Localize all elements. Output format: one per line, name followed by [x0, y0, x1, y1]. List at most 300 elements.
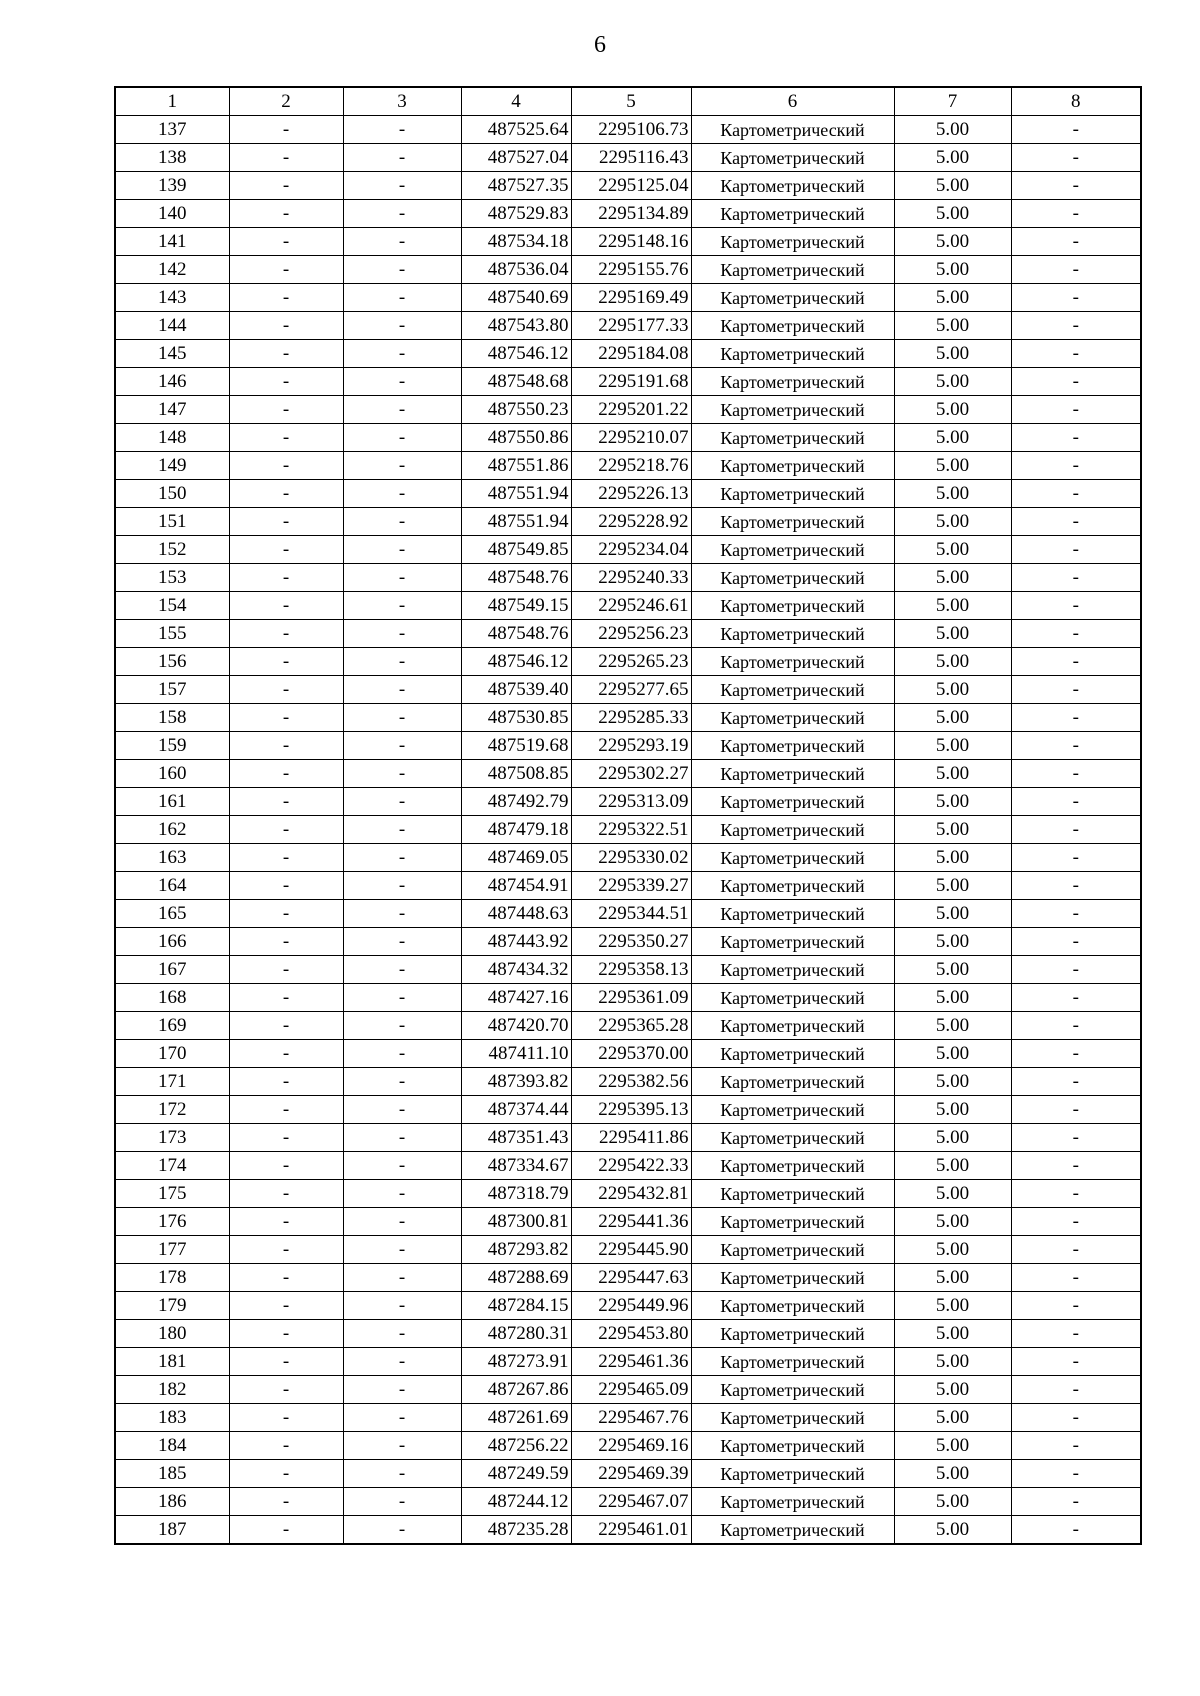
- x-coordinate-cell: 487527.04: [461, 144, 571, 172]
- col2-cell: -: [229, 564, 343, 592]
- point-number-cell: 166: [115, 928, 229, 956]
- x-coordinate-cell: 487546.12: [461, 648, 571, 676]
- y-coordinate-cell: 2295293.19: [571, 732, 691, 760]
- table-row: [115, 1264, 1141, 1292]
- method-cell: Картометрический: [691, 1460, 894, 1488]
- accuracy-cell: 5.00: [894, 1208, 1011, 1236]
- col3-cell: -: [343, 256, 461, 284]
- col2-cell: -: [229, 1264, 343, 1292]
- col2-cell: -: [229, 1012, 343, 1040]
- col3-cell: -: [343, 116, 461, 144]
- x-coordinate-cell: 487244.12: [461, 1488, 571, 1516]
- col3-cell: -: [343, 844, 461, 872]
- x-coordinate-cell: 487551.86: [461, 452, 571, 480]
- col8-cell: -: [1011, 116, 1141, 144]
- method-cell: Картометрический: [691, 1516, 894, 1545]
- table-row: [115, 116, 1141, 144]
- col3-cell: -: [343, 228, 461, 256]
- x-coordinate-cell: 487530.85: [461, 704, 571, 732]
- accuracy-cell: 5.00: [894, 760, 1011, 788]
- col2-cell: -: [229, 900, 343, 928]
- table-row: [115, 1180, 1141, 1208]
- method-cell: Картометрический: [691, 312, 894, 340]
- col2-cell: -: [229, 760, 343, 788]
- accuracy-cell: 5.00: [894, 1264, 1011, 1292]
- table-row: [115, 1208, 1141, 1236]
- accuracy-cell: 5.00: [894, 676, 1011, 704]
- col2-cell: -: [229, 1236, 343, 1264]
- point-number-cell: 163: [115, 844, 229, 872]
- point-number-cell: 154: [115, 592, 229, 620]
- x-coordinate-cell: 487280.31: [461, 1320, 571, 1348]
- point-number-cell: 165: [115, 900, 229, 928]
- accuracy-cell: 5.00: [894, 480, 1011, 508]
- col3-cell: -: [343, 312, 461, 340]
- x-coordinate-cell: 487540.69: [461, 284, 571, 312]
- col8-cell: -: [1011, 256, 1141, 284]
- col3-cell: -: [343, 172, 461, 200]
- col3-cell: -: [343, 1180, 461, 1208]
- col2-cell: -: [229, 1376, 343, 1404]
- col8-cell: -: [1011, 284, 1141, 312]
- x-coordinate-cell: 487393.82: [461, 1068, 571, 1096]
- method-cell: Картометрический: [691, 396, 894, 424]
- col2-cell: -: [229, 284, 343, 312]
- x-coordinate-cell: 487420.70: [461, 1012, 571, 1040]
- accuracy-cell: 5.00: [894, 1180, 1011, 1208]
- x-coordinate-cell: 487551.94: [461, 508, 571, 536]
- col8-cell: -: [1011, 1180, 1141, 1208]
- col2-cell: -: [229, 816, 343, 844]
- col2-cell: -: [229, 1180, 343, 1208]
- method-cell: Картометрический: [691, 1320, 894, 1348]
- x-coordinate-cell: 487351.43: [461, 1124, 571, 1152]
- col2-cell: -: [229, 1432, 343, 1460]
- y-coordinate-cell: 2295469.16: [571, 1432, 691, 1460]
- table-row: [115, 228, 1141, 256]
- col8-cell: -: [1011, 956, 1141, 984]
- y-coordinate-cell: 2295125.04: [571, 172, 691, 200]
- table-row: [115, 732, 1141, 760]
- accuracy-cell: 5.00: [894, 1040, 1011, 1068]
- x-coordinate-cell: 487411.10: [461, 1040, 571, 1068]
- x-coordinate-cell: 487536.04: [461, 256, 571, 284]
- y-coordinate-cell: 2295246.61: [571, 592, 691, 620]
- col2-cell: -: [229, 928, 343, 956]
- accuracy-cell: 5.00: [894, 704, 1011, 732]
- y-coordinate-cell: 2295432.81: [571, 1180, 691, 1208]
- table-row: [115, 900, 1141, 928]
- x-coordinate-cell: 487550.86: [461, 424, 571, 452]
- method-cell: Картометрический: [691, 704, 894, 732]
- col3-cell: -: [343, 676, 461, 704]
- table-row: [115, 144, 1141, 172]
- col2-cell: -: [229, 732, 343, 760]
- accuracy-cell: 5.00: [894, 368, 1011, 396]
- x-coordinate-cell: 487479.18: [461, 816, 571, 844]
- table-row: [115, 424, 1141, 452]
- method-cell: Картометрический: [691, 1068, 894, 1096]
- method-cell: Картометрический: [691, 1012, 894, 1040]
- page-number: 6: [594, 32, 606, 58]
- accuracy-cell: 5.00: [894, 1488, 1011, 1516]
- col8-cell: -: [1011, 1264, 1141, 1292]
- x-coordinate-cell: 487525.64: [461, 116, 571, 144]
- accuracy-cell: 5.00: [894, 928, 1011, 956]
- accuracy-cell: 5.00: [894, 844, 1011, 872]
- col8-cell: -: [1011, 592, 1141, 620]
- col2-cell: -: [229, 704, 343, 732]
- y-coordinate-cell: 2295116.43: [571, 144, 691, 172]
- y-coordinate-cell: 2295469.39: [571, 1460, 691, 1488]
- col8-cell: -: [1011, 1236, 1141, 1264]
- col2-cell: -: [229, 536, 343, 564]
- x-coordinate-cell: 487249.59: [461, 1460, 571, 1488]
- point-number-cell: 167: [115, 956, 229, 984]
- x-coordinate-cell: 487549.85: [461, 536, 571, 564]
- column-header: 5: [571, 87, 691, 116]
- accuracy-cell: 5.00: [894, 228, 1011, 256]
- point-number-cell: 153: [115, 564, 229, 592]
- column-header: 4: [461, 87, 571, 116]
- y-coordinate-cell: 2295395.13: [571, 1096, 691, 1124]
- y-coordinate-cell: 2295218.76: [571, 452, 691, 480]
- method-cell: Картометрический: [691, 620, 894, 648]
- accuracy-cell: 5.00: [894, 452, 1011, 480]
- method-cell: Картометрический: [691, 984, 894, 1012]
- x-coordinate-cell: 487284.15: [461, 1292, 571, 1320]
- col8-cell: -: [1011, 1460, 1141, 1488]
- accuracy-cell: 5.00: [894, 816, 1011, 844]
- x-coordinate-cell: 487549.15: [461, 592, 571, 620]
- point-number-cell: 172: [115, 1096, 229, 1124]
- col3-cell: -: [343, 144, 461, 172]
- col8-cell: -: [1011, 396, 1141, 424]
- table-row: [115, 256, 1141, 284]
- table-row: [115, 816, 1141, 844]
- col2-cell: -: [229, 340, 343, 368]
- table-row: [115, 704, 1141, 732]
- y-coordinate-cell: 2295441.36: [571, 1208, 691, 1236]
- x-coordinate-cell: 487256.22: [461, 1432, 571, 1460]
- col8-cell: -: [1011, 508, 1141, 536]
- col3-cell: -: [343, 592, 461, 620]
- y-coordinate-cell: 2295240.33: [571, 564, 691, 592]
- y-coordinate-cell: 2295265.23: [571, 648, 691, 676]
- col2-cell: -: [229, 1516, 343, 1545]
- point-number-cell: 161: [115, 788, 229, 816]
- col2-cell: -: [229, 480, 343, 508]
- x-coordinate-cell: 487267.86: [461, 1376, 571, 1404]
- table-row: [115, 928, 1141, 956]
- method-cell: Картометрический: [691, 1040, 894, 1068]
- col2-cell: -: [229, 676, 343, 704]
- y-coordinate-cell: 2295422.33: [571, 1152, 691, 1180]
- col8-cell: -: [1011, 1152, 1141, 1180]
- table-row: [115, 760, 1141, 788]
- col2-cell: -: [229, 620, 343, 648]
- col2-cell: -: [229, 1460, 343, 1488]
- point-number-cell: 168: [115, 984, 229, 1012]
- method-cell: Картометрический: [691, 760, 894, 788]
- col3-cell: -: [343, 1404, 461, 1432]
- col3-cell: -: [343, 620, 461, 648]
- method-cell: Картометрический: [691, 592, 894, 620]
- col3-cell: -: [343, 284, 461, 312]
- method-cell: Картометрический: [691, 816, 894, 844]
- point-number-cell: 180: [115, 1320, 229, 1348]
- column-header: 3: [343, 87, 461, 116]
- col3-cell: -: [343, 452, 461, 480]
- y-coordinate-cell: 2295344.51: [571, 900, 691, 928]
- col8-cell: -: [1011, 452, 1141, 480]
- column-header: 7: [894, 87, 1011, 116]
- col3-cell: -: [343, 200, 461, 228]
- x-coordinate-cell: 487548.68: [461, 368, 571, 396]
- point-number-cell: 141: [115, 228, 229, 256]
- col8-cell: -: [1011, 676, 1141, 704]
- y-coordinate-cell: 2295370.00: [571, 1040, 691, 1068]
- method-cell: Картометрический: [691, 788, 894, 816]
- y-coordinate-cell: 2295361.09: [571, 984, 691, 1012]
- table-row: [115, 592, 1141, 620]
- table-row: [115, 788, 1141, 816]
- method-cell: Картометрический: [691, 172, 894, 200]
- x-coordinate-cell: 487492.79: [461, 788, 571, 816]
- accuracy-cell: 5.00: [894, 788, 1011, 816]
- accuracy-cell: 5.00: [894, 396, 1011, 424]
- method-cell: Картометрический: [691, 424, 894, 452]
- method-cell: Картометрический: [691, 1376, 894, 1404]
- col8-cell: -: [1011, 788, 1141, 816]
- table-row: [115, 508, 1141, 536]
- y-coordinate-cell: 2295256.23: [571, 620, 691, 648]
- col2-cell: -: [229, 1096, 343, 1124]
- table-row: [115, 676, 1141, 704]
- col2-cell: -: [229, 1124, 343, 1152]
- col3-cell: -: [343, 984, 461, 1012]
- col3-cell: -: [343, 1040, 461, 1068]
- method-cell: Картометрический: [691, 508, 894, 536]
- col2-cell: -: [229, 1208, 343, 1236]
- accuracy-cell: 5.00: [894, 984, 1011, 1012]
- point-number-cell: 175: [115, 1180, 229, 1208]
- accuracy-cell: 5.00: [894, 1432, 1011, 1460]
- y-coordinate-cell: 2295302.27: [571, 760, 691, 788]
- col3-cell: -: [343, 816, 461, 844]
- y-coordinate-cell: 2295313.09: [571, 788, 691, 816]
- x-coordinate-cell: 487550.23: [461, 396, 571, 424]
- method-cell: Картометрический: [691, 564, 894, 592]
- col3-cell: -: [343, 1264, 461, 1292]
- point-number-cell: 185: [115, 1460, 229, 1488]
- table-row: [115, 984, 1141, 1012]
- y-coordinate-cell: 2295228.92: [571, 508, 691, 536]
- col2-cell: -: [229, 1040, 343, 1068]
- col8-cell: -: [1011, 144, 1141, 172]
- col2-cell: -: [229, 116, 343, 144]
- table-row: [115, 564, 1141, 592]
- method-cell: Картометрический: [691, 452, 894, 480]
- point-number-cell: 137: [115, 116, 229, 144]
- point-number-cell: 140: [115, 200, 229, 228]
- col2-cell: -: [229, 1488, 343, 1516]
- x-coordinate-cell: 487454.91: [461, 872, 571, 900]
- col3-cell: -: [343, 536, 461, 564]
- x-coordinate-cell: 487548.76: [461, 564, 571, 592]
- column-header: 2: [229, 87, 343, 116]
- col3-cell: -: [343, 956, 461, 984]
- col2-cell: -: [229, 508, 343, 536]
- y-coordinate-cell: 2295322.51: [571, 816, 691, 844]
- col3-cell: -: [343, 396, 461, 424]
- method-cell: Картометрический: [691, 116, 894, 144]
- y-coordinate-cell: 2295106.73: [571, 116, 691, 144]
- accuracy-cell: 5.00: [894, 1348, 1011, 1376]
- x-coordinate-cell: 487261.69: [461, 1404, 571, 1432]
- col3-cell: -: [343, 1152, 461, 1180]
- col8-cell: -: [1011, 1068, 1141, 1096]
- col3-cell: -: [343, 788, 461, 816]
- col2-cell: -: [229, 1152, 343, 1180]
- x-coordinate-cell: 487334.67: [461, 1152, 571, 1180]
- point-number-cell: 178: [115, 1264, 229, 1292]
- x-coordinate-cell: 487534.18: [461, 228, 571, 256]
- accuracy-cell: 5.00: [894, 116, 1011, 144]
- table-row: [115, 312, 1141, 340]
- point-number-cell: 160: [115, 760, 229, 788]
- point-number-cell: 171: [115, 1068, 229, 1096]
- col2-cell: -: [229, 452, 343, 480]
- col2-cell: -: [229, 1292, 343, 1320]
- col8-cell: -: [1011, 984, 1141, 1012]
- x-coordinate-cell: 487443.92: [461, 928, 571, 956]
- col8-cell: -: [1011, 1124, 1141, 1152]
- accuracy-cell: 5.00: [894, 536, 1011, 564]
- table-row: [115, 1460, 1141, 1488]
- method-cell: Картометрический: [691, 648, 894, 676]
- table-row: [115, 1236, 1141, 1264]
- table-row: [115, 1404, 1141, 1432]
- col2-cell: -: [229, 956, 343, 984]
- table-row: [115, 396, 1141, 424]
- x-coordinate-cell: 487427.16: [461, 984, 571, 1012]
- col2-cell: -: [229, 1068, 343, 1096]
- accuracy-cell: 5.00: [894, 872, 1011, 900]
- col8-cell: -: [1011, 816, 1141, 844]
- col3-cell: -: [343, 648, 461, 676]
- method-cell: Картометрический: [691, 1488, 894, 1516]
- table-row: [115, 1124, 1141, 1152]
- accuracy-cell: 5.00: [894, 1236, 1011, 1264]
- col3-cell: -: [343, 872, 461, 900]
- col8-cell: -: [1011, 340, 1141, 368]
- method-cell: Картометрический: [691, 1180, 894, 1208]
- y-coordinate-cell: 2295339.27: [571, 872, 691, 900]
- col8-cell: -: [1011, 1208, 1141, 1236]
- y-coordinate-cell: 2295449.96: [571, 1292, 691, 1320]
- col2-cell: -: [229, 396, 343, 424]
- col8-cell: -: [1011, 312, 1141, 340]
- y-coordinate-cell: 2295445.90: [571, 1236, 691, 1264]
- method-cell: Картометрический: [691, 1348, 894, 1376]
- method-cell: Картометрический: [691, 1292, 894, 1320]
- col8-cell: -: [1011, 368, 1141, 396]
- column-header: 6: [691, 87, 894, 116]
- col8-cell: -: [1011, 1012, 1141, 1040]
- method-cell: Картометрический: [691, 1124, 894, 1152]
- table-row: [115, 648, 1141, 676]
- col8-cell: -: [1011, 536, 1141, 564]
- table-row: [115, 620, 1141, 648]
- point-number-cell: 182: [115, 1376, 229, 1404]
- table-row: [115, 1488, 1141, 1516]
- point-number-cell: 173: [115, 1124, 229, 1152]
- point-number-cell: 156: [115, 648, 229, 676]
- y-coordinate-cell: 2295226.13: [571, 480, 691, 508]
- method-cell: Картометрический: [691, 1236, 894, 1264]
- col2-cell: -: [229, 228, 343, 256]
- x-coordinate-cell: 487448.63: [461, 900, 571, 928]
- accuracy-cell: 5.00: [894, 1012, 1011, 1040]
- y-coordinate-cell: 2295358.13: [571, 956, 691, 984]
- point-number-cell: 155: [115, 620, 229, 648]
- col3-cell: -: [343, 480, 461, 508]
- table-row: [115, 1348, 1141, 1376]
- table-row: [115, 956, 1141, 984]
- table-row: [115, 1320, 1141, 1348]
- point-number-cell: 143: [115, 284, 229, 312]
- x-coordinate-cell: 487318.79: [461, 1180, 571, 1208]
- point-number-cell: 186: [115, 1488, 229, 1516]
- col8-cell: -: [1011, 1348, 1141, 1376]
- accuracy-cell: 5.00: [894, 172, 1011, 200]
- accuracy-cell: 5.00: [894, 144, 1011, 172]
- col8-cell: -: [1011, 1320, 1141, 1348]
- col3-cell: -: [343, 760, 461, 788]
- table-row: [115, 1376, 1141, 1404]
- accuracy-cell: 5.00: [894, 340, 1011, 368]
- y-coordinate-cell: 2295169.49: [571, 284, 691, 312]
- table-row: [115, 368, 1141, 396]
- col8-cell: -: [1011, 1040, 1141, 1068]
- col3-cell: -: [343, 1320, 461, 1348]
- x-coordinate-cell: 487551.94: [461, 480, 571, 508]
- y-coordinate-cell: 2295184.08: [571, 340, 691, 368]
- col8-cell: -: [1011, 1292, 1141, 1320]
- col8-cell: -: [1011, 648, 1141, 676]
- point-number-cell: 144: [115, 312, 229, 340]
- method-cell: Картометрический: [691, 1152, 894, 1180]
- col3-cell: -: [343, 1348, 461, 1376]
- col8-cell: -: [1011, 424, 1141, 452]
- col8-cell: -: [1011, 732, 1141, 760]
- accuracy-cell: 5.00: [894, 1068, 1011, 1096]
- col2-cell: -: [229, 1348, 343, 1376]
- table-row: [115, 872, 1141, 900]
- col3-cell: -: [343, 1208, 461, 1236]
- x-coordinate-cell: 487293.82: [461, 1236, 571, 1264]
- table-row: [115, 1096, 1141, 1124]
- accuracy-cell: 5.00: [894, 256, 1011, 284]
- method-cell: Картометрический: [691, 228, 894, 256]
- table-row: [115, 284, 1141, 312]
- col2-cell: -: [229, 788, 343, 816]
- accuracy-cell: 5.00: [894, 424, 1011, 452]
- x-coordinate-cell: 487548.76: [461, 620, 571, 648]
- col3-cell: -: [343, 1488, 461, 1516]
- table-row: [115, 1152, 1141, 1180]
